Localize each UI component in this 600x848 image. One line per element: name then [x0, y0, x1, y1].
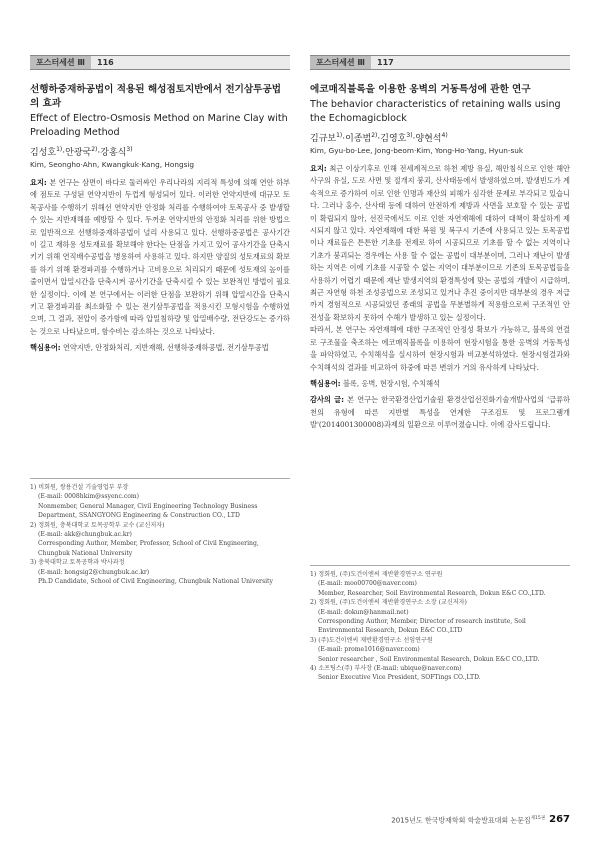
footnote-line: (E-mail: prome1016@naver.com): [318, 646, 420, 654]
author-affiliation-mark: 2): [371, 132, 378, 139]
footnote-line: 4) 소프팅스(주) 부사장 (E-mail: ubique@naver.com): [310, 665, 462, 673]
article-title-korean: 에코매직블록을 이용한 옹벽의 거동특성에 관한 연구: [310, 84, 531, 95]
footnote-line: Nonmember, General Manager, Civil Engineering Technology Business Department, SSANGYONG Engineering & Construction CO., LTD: [38, 502, 258, 520]
author-name: 이종범: [345, 134, 372, 144]
article-title-korean: 선행하중재하공법이 적용된 해성점토지반에서 전기삼투공법의 효과: [30, 84, 281, 109]
session-header: [30, 55, 290, 70]
acknowledgement-label: 감사의 글:: [310, 395, 345, 405]
footnote-line: Corresponding Author, Member, Professor, School of Civil Engineering, Chungbuk National University: [38, 540, 259, 557]
author-name: 안광국: [65, 148, 92, 158]
author-name: 김규보: [310, 134, 337, 144]
author-affiliation-mark: 3): [126, 146, 133, 153]
acknowledgement: [310, 394, 570, 431]
acknowledgement-text: 본 연구는 한국환경산업기술원 환경산업선진화기술개발사업의 '급류하천의 유형에 따른 지반별 특성을 연계한 구조검토 및 프로그램개발'(2014001300008)과제의 일환으로 이루어졌습니다. 이에 감사드립니다.: [310, 395, 570, 430]
right-footnotes: [310, 565, 570, 683]
author-list: [30, 144, 290, 159]
abstract-continued: 따라서, 본 연구는 자연재해에 대한 구조적인 안정성 확보가 가능하고, 블록의 연결로 구조물을 축조하는 에코매직블록을 이용하여 현장시험을 통한 옹벽의 거동특성을 파악하였고, 수치해석을 실시하여 현장시험과 비교분석하였다. 현장시험결과와 수치해석의 결과를 비교하여 하중에 따른 변위가 거의 유사하게 나타났다.: [310, 325, 570, 372]
author-affiliation-mark: 1): [336, 132, 343, 139]
keywords-text: 연약지반, 안정화처리, 지반재해, 선행하중재하공법, 전기삼투공법: [62, 343, 269, 353]
author-list-english: Kim, Gyu-bo·Lee, Jong-beom·Kim, Yong-Ho·Yang, Hyun-suk: [310, 146, 524, 155]
author-affiliation-mark: 2): [91, 146, 98, 153]
abstract-label: 요지:: [30, 178, 47, 187]
abstract-label: 요지:: [310, 164, 327, 173]
keywords-label: 핵심용어:: [310, 378, 341, 388]
author-name: 양현석: [415, 134, 442, 144]
keywords-text: 블록, 옹벽, 현장시험, 수치해석: [342, 378, 440, 388]
session-label: 포스터세션 Ⅲ: [30, 56, 91, 69]
author-list: [310, 130, 570, 145]
page-footer: [391, 814, 570, 825]
footnote-line: Corresponding Author, Member, Director of research institute, Soil Environmental Research, Dokun E&C CO.,LTD: [318, 618, 526, 635]
footnote-line: 1) 정회원, (주)도건이엔씨 재반환경연구소 연구원: [310, 571, 443, 578]
author-separator: ·: [62, 148, 66, 158]
author-separator: ·: [97, 148, 101, 158]
proceedings-title: [391, 815, 545, 825]
footnote-line: Ph.D Candidate, School of Civil Engineering, Chungbuk National University: [38, 578, 273, 586]
keywords-label: 핵심용어:: [30, 343, 61, 353]
footnote-line: (E-mail: hongsig2@chungbuk.ac.kr): [38, 568, 150, 576]
author-separator: ·: [342, 134, 346, 144]
left-footnotes: [30, 478, 290, 586]
author-affiliation-mark: 3): [406, 132, 413, 139]
article-title-english: Effect of Electro-Osmosis Method on Marine Clay with Preloading Method: [30, 113, 288, 138]
abstract: [310, 163, 570, 324]
author-name: 강홍식: [100, 148, 127, 158]
abstract: [30, 177, 290, 338]
abstract-text: 최근 이상기후로 인해 전세계적으로 하천 제방 유실, 해안침식으로 인한 해안 사구의 유실, 도로 사면 및 절개지 붕괴, 산사태등에서 발생하였으며, 발생빈도가 계속적으로 증가하여 이로 인한 인명과 재산의 피해가 심각한 문제로 부각되고 있습니다. 그러나 홍수, 산사태 등에 대하여 안전하게 제방과 사면을 보호할 수 있는 공법이 확립되지 않아, 선진국에서도 이로 인한 자연재해에 대하여 대책이 확실하게 제시되지 않고 있다. 자연재해에 대한 복원 및 복구시 기존에 사용되고 있는 토목공법이나 재료들은 튼튼한 기초를 전제로 하여 시공되므로 기초를 할 수 없는 지역이나 기초가 붕괴되는 경우에는 사용 할 수 없는 공법이 대부분이며, 그러나 재난이 발생하는 지역은 이에 기초를 시공할 수 없는 지역이 대부분이므로 기존의 토목공법들을 사용하기 어렵기 때문에 재난 발생지역의 환경특성에 맞는 공법의 개발이 시급하며, 최근 자연형 하천 조성공법으로 조성되고 있거나 추진 중이지만 대부분의 경우 저급까지 경험적으로 시공되었던 종래의 공법을 무분별하게 적용함으로써 구조적인 안전성을 확보하지 못하여 수해가 발생하고 있는 실정이다.: [310, 164, 570, 322]
footnote-line: Senior Executive Vice President, SOFTings CO.,LTD.: [318, 674, 481, 682]
session-label: 포스터세션 Ⅲ: [310, 56, 371, 69]
author-affiliation-mark: 4): [441, 132, 448, 139]
volume-mark: 제15권: [530, 815, 546, 821]
author-name: 김영호: [380, 134, 407, 144]
footnote-line: (E-mail: akk@chungbuk.ac.kr): [38, 531, 132, 539]
session-number: 116: [97, 58, 114, 67]
footnote-line: Member, Researcher, Soil Environmental Research, Dokun E&C CO.,LTD.: [318, 589, 546, 597]
footnote-line: (E-mail: 0008hkim@ssyenc.com): [38, 493, 140, 501]
footnote-line: 3) 충북대학교 토목공학과 박사과정: [30, 559, 125, 567]
page-number: 267: [549, 814, 570, 825]
author-list-english: Kim, Seongho·Ahn, Kwangkuk·Kang, Hongsig: [30, 160, 195, 169]
keywords: [310, 378, 570, 390]
keywords: [30, 342, 290, 354]
footnote-line: 3) (주)도건이엔씨 재반환경연구소 선임연구원: [310, 636, 433, 644]
footnote-line: 1) 비회원, 쌍용건설 기술영업부 부장: [30, 484, 129, 491]
footnote-line: 2) 정회원, 충북대학교 토목공학부 교수 (교신저자): [30, 521, 165, 529]
session-header: [310, 55, 570, 70]
author-affiliation-mark: 1): [56, 146, 63, 153]
footnote-line: (E-mail: moo00700@naver.com): [318, 580, 417, 588]
author-separator: ·: [377, 134, 381, 144]
session-number: 117: [377, 58, 394, 67]
proceedings-name: 2015년도 한국방재학회 학술발표대회 논문집: [391, 816, 531, 824]
footnote-line: (E-mail: dokun@hanmail.net): [318, 608, 409, 616]
article-title-english: The behavior characteristics of retaining walls using the Echomagicblock: [310, 99, 561, 124]
abstract-text: 본 연구는 삼면이 바다로 둘러싸인 우리나라의 지리적 특성에 의해 연안 하부에 점토로 구성된 연약지반이 두껍게 형성되어 있다. 이러한 연약지반에 대규모 토목공사를 수행하기 위해선 연약지반 안정화 처리를 수행하여야 토목공사 중 발생할 수 있는 지반재해를 예방할 수 있다. 두꺼운 연약지반의 안정화 처리를 위한 방법으로 일반적으로 선행하중재하공법이 널리 사용되고 있다. 선행하중공법은 공사기간이 길고 재하용 성토재료를 확보해야 한다는 단점을 가지고 있어 공사기간을 단축시키기 위해 연직배수공법을 병용하여 사용하고 있다. 하지만 양질의 성토재료의 확보를 하기 위해 환경파괴를 수행하거나 고비용으로 처리되기 때문에 성토재의 높이를 줄이면서 압밀시간을 단축시켜 공사기간을 단축시킬 수 있는 보완적인 방법이 필요한 실정이다. 이에 본 연구에서는 이러한 단점을 보완하기 위해 압밀시간을 단축시키고 환경파괴를 최소화할 수 있는 전기삼투공법을 적용시킨 모형시험을 수행하였으며, 그 결과, 전압이 증가함에 따라 압밀침하량 및 압밀배수량, 전단강도는 증가하는 것으로 나타났으며, 함수비는 감소하는 것으로 나타났다.: [30, 178, 290, 336]
left-article: [30, 55, 290, 355]
author-separator: ·: [412, 134, 416, 144]
author-name: 김성호: [30, 148, 57, 158]
footnote-line: Senior researcher , Soil Environmental Research, Dokun E&C CO.,LTD.: [318, 655, 540, 663]
footnote-line: 2) 정회원, (주)도건이엔씨 재반환경연구소 소장 (교신저자): [310, 599, 467, 607]
right-article: [310, 55, 570, 432]
